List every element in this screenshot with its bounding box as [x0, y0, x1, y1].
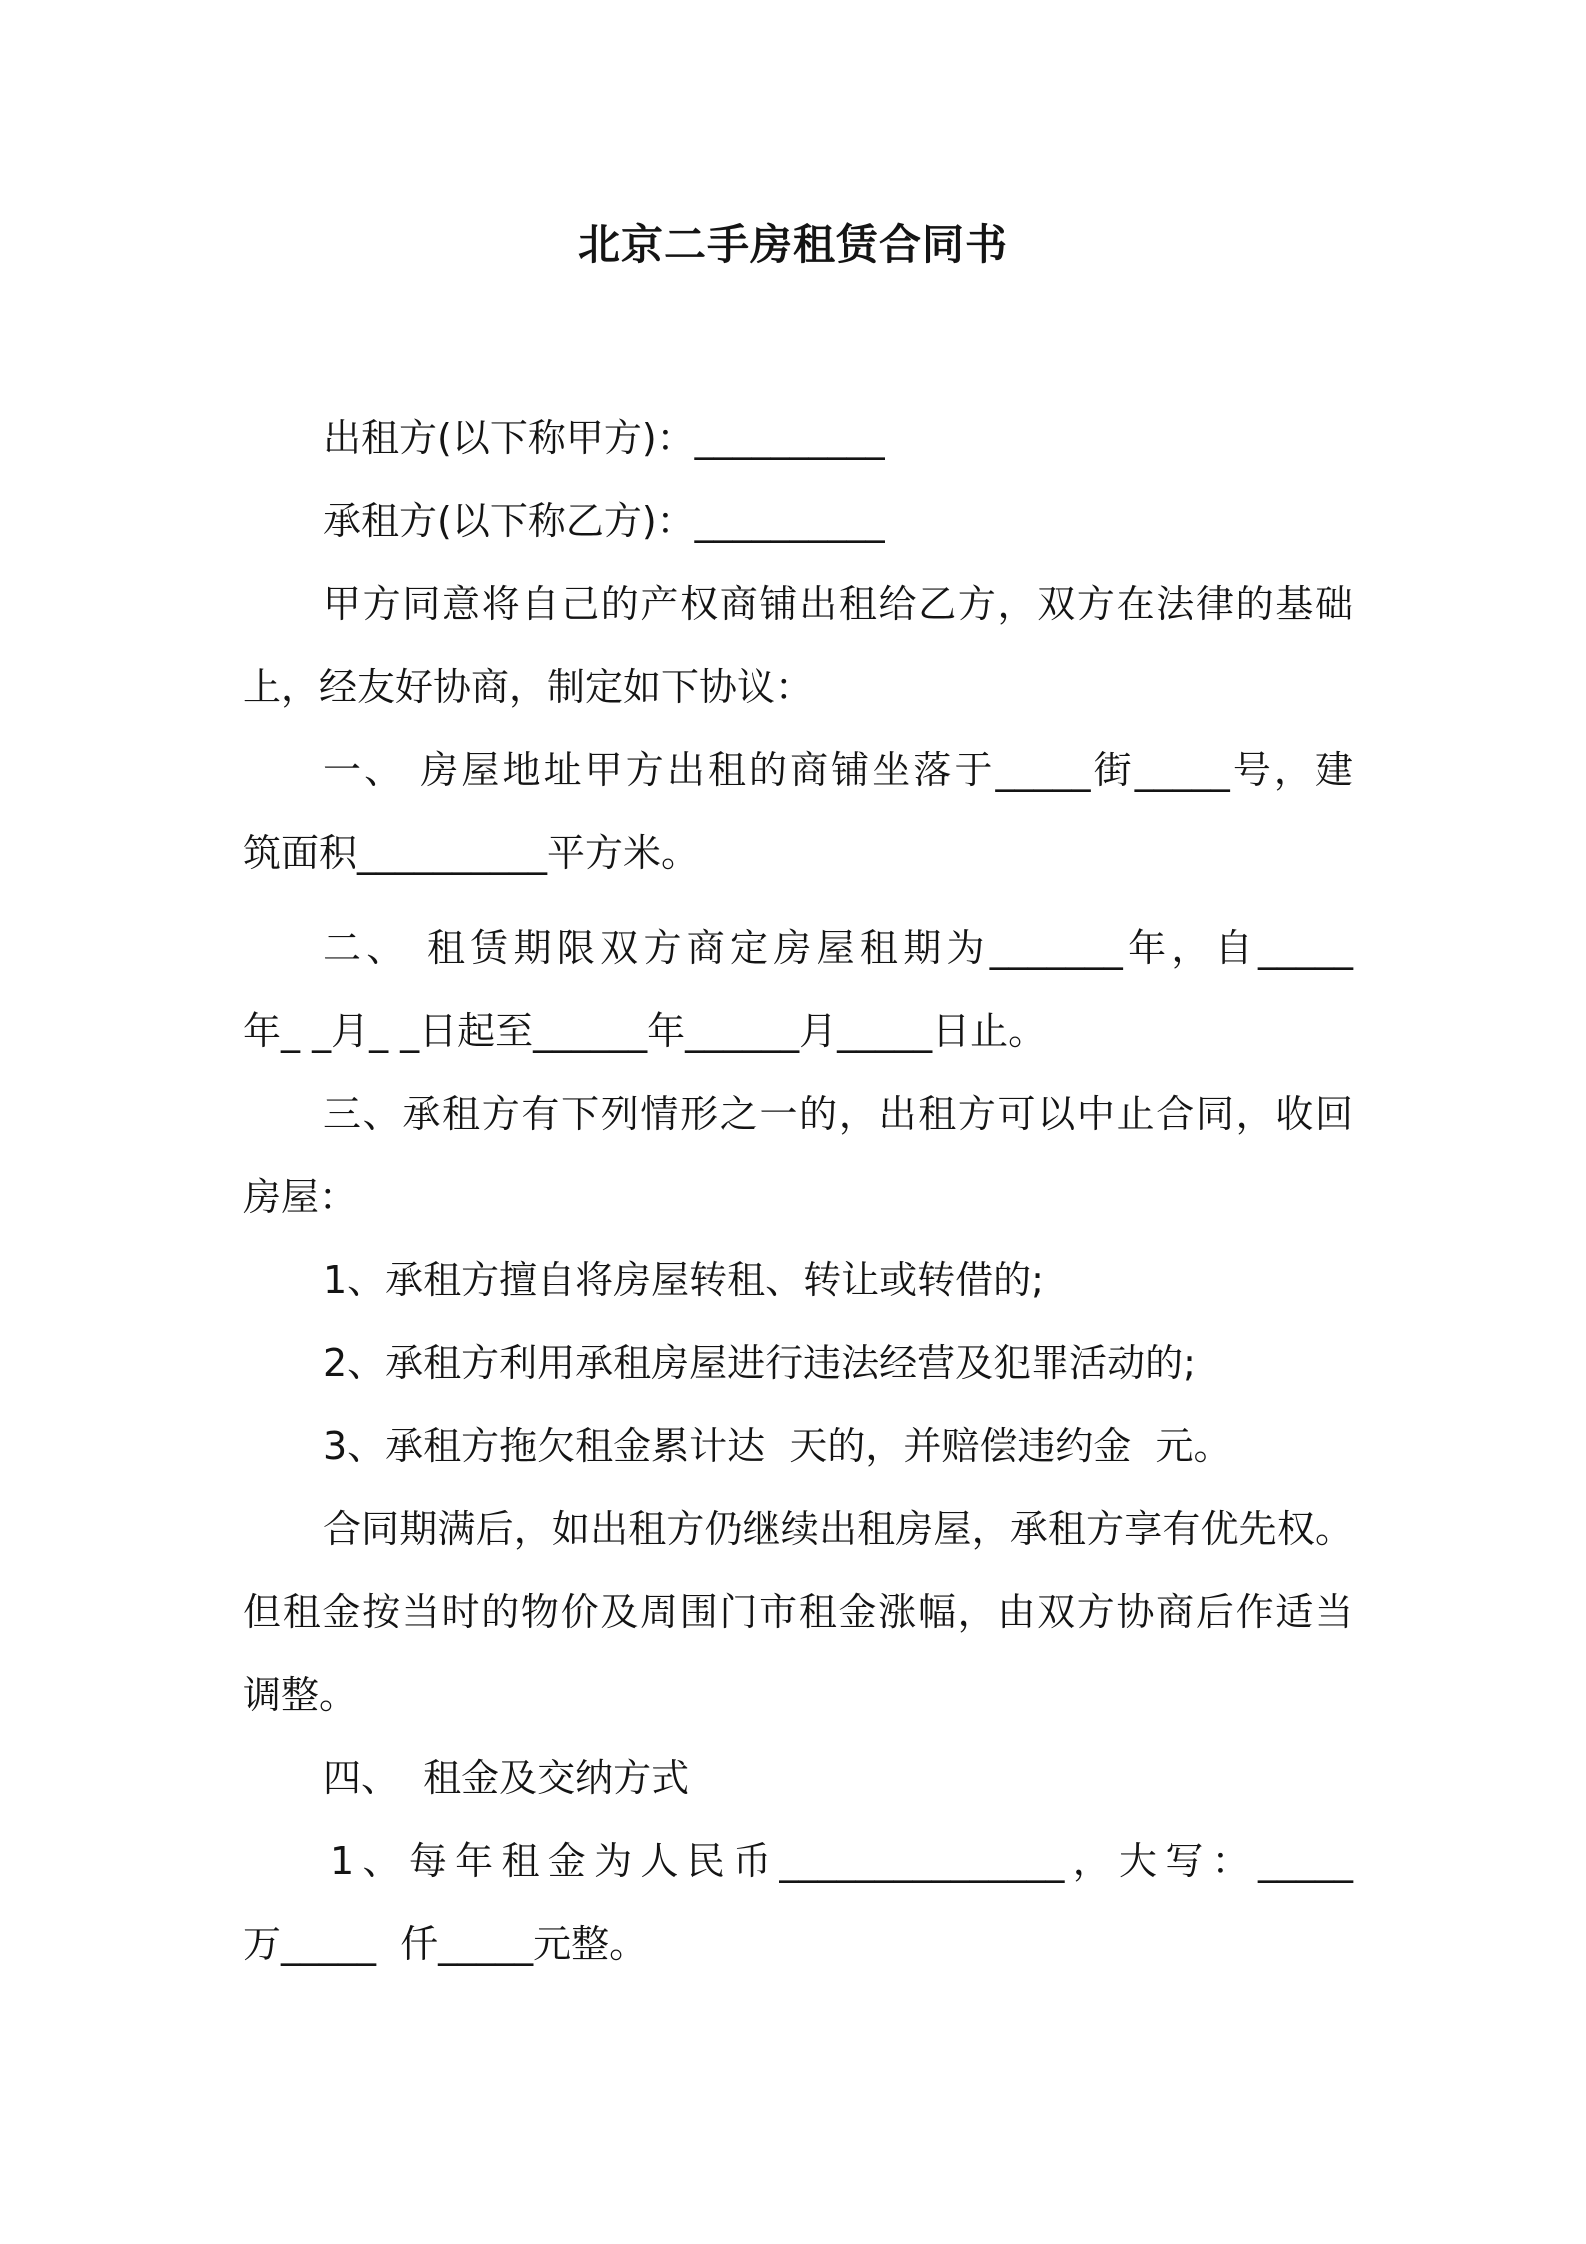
clause-4-item-1-line-1: 1、每年租金为人民币_______________，大写：_____	[330, 1839, 1353, 1883]
clause-3-item-2: 2、承租方利用承租房屋进行违法经营及犯罪活动的;	[323, 1341, 1196, 1385]
clause-1-line-1: 一、 房屋地址甲方出租的商铺坐落于_____街_____号，建	[323, 748, 1353, 792]
clause-4-item-1-line-2: 万_____ 仟_____元整。	[243, 1922, 648, 1966]
clause-3-item-1: 1、承租方擅自将房屋转租、转让或转借的;	[323, 1258, 1044, 1302]
clause-4-heading: 四、 租金及交纳方式	[323, 1756, 690, 1800]
clause-1-line-2: 筑面积__________平方米。	[243, 831, 700, 875]
clause-2-line-1: 二、 租赁期限双方商定房屋租期为_______年，自_____	[323, 926, 1353, 970]
clause-3-item-3: 3、承租方拖欠租金累计达 天的，并赔偿违约金 元。	[323, 1424, 1232, 1468]
lessee-line: 承租方(以下称乙方)：__________	[323, 499, 885, 543]
renewal-line-3: 调整。	[243, 1673, 358, 1717]
renewal-line-2: 但租金按当时的物价及周围门市租金涨幅，由双方协商后作适当	[243, 1590, 1353, 1634]
intro-line-2: 上，经友好协商，制定如下协议：	[243, 665, 814, 709]
lessor-line: 出租方(以下称甲方)：__________	[323, 416, 885, 460]
document-title: 北京二手房租赁合同书	[577, 220, 1008, 269]
clause-3-line-2: 房屋：	[243, 1175, 358, 1219]
intro-line-1: 甲方同意将自己的产权商铺出租给乙方，双方在法律的基础	[323, 582, 1353, 626]
clause-2-line-2: 年_ _月_ _日起至______年______月_____日止。	[243, 1009, 1047, 1053]
clause-3-line-1: 三、承租方有下列情形之一的，出租方可以中止合同，收回	[323, 1092, 1353, 1136]
renewal-line-1: 合同期满后，如出租方仍继续出租房屋，承租方享有优先权。	[323, 1507, 1353, 1551]
